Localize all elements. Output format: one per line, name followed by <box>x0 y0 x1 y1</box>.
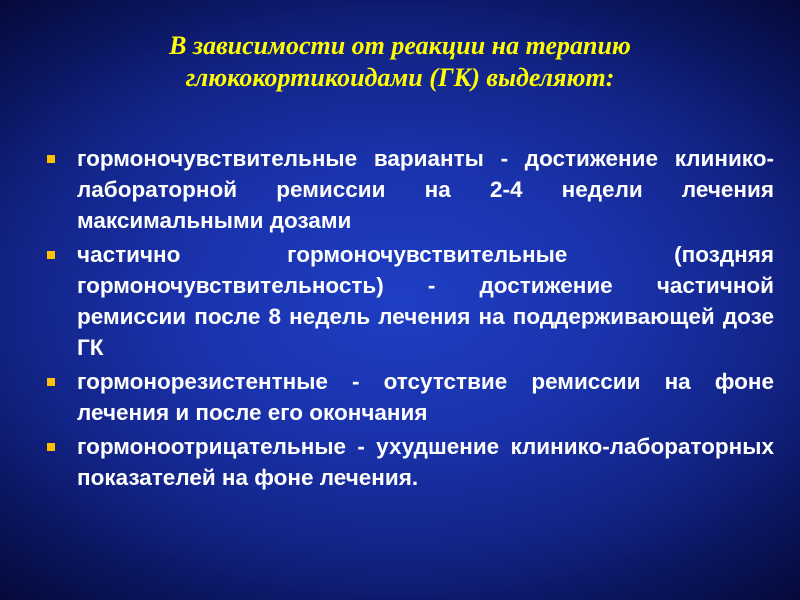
list-item-text: частично гормоночувствительные (поздняя гормоночувствительность) - достижение частичной ремиссии после 8 недель лечения на поддерживающей дозе ГК <box>77 242 774 360</box>
square-bullet-icon <box>47 251 55 259</box>
list-item <box>40 239 774 363</box>
square-bullet-icon <box>47 378 55 386</box>
list-item-text: гормоночувствительные варианты - достижение клинико-лабораторной ремиссии на 2-4 недели лечения максимальными дозами <box>77 146 774 233</box>
bullet-list <box>40 143 774 496</box>
list-item <box>40 143 774 236</box>
slide-title-line-2: глюкокортикоидами (ГК) выделяют: <box>185 62 615 92</box>
slide-title <box>60 30 740 93</box>
slide-title-line-1: В зависимости от реакции на терапию <box>169 31 631 60</box>
square-bullet-icon <box>47 443 55 451</box>
list-item <box>40 431 774 493</box>
list-item-text: гормонорезистентные - отсутствие ремиссии на фоне лечения и после его окончания <box>77 369 774 425</box>
list-item <box>40 366 774 428</box>
square-bullet-icon <box>47 155 55 163</box>
list-item-text: гормоноотрицательные - ухудшение клинико-лабораторных показателей на фоне лечения. <box>77 434 774 490</box>
